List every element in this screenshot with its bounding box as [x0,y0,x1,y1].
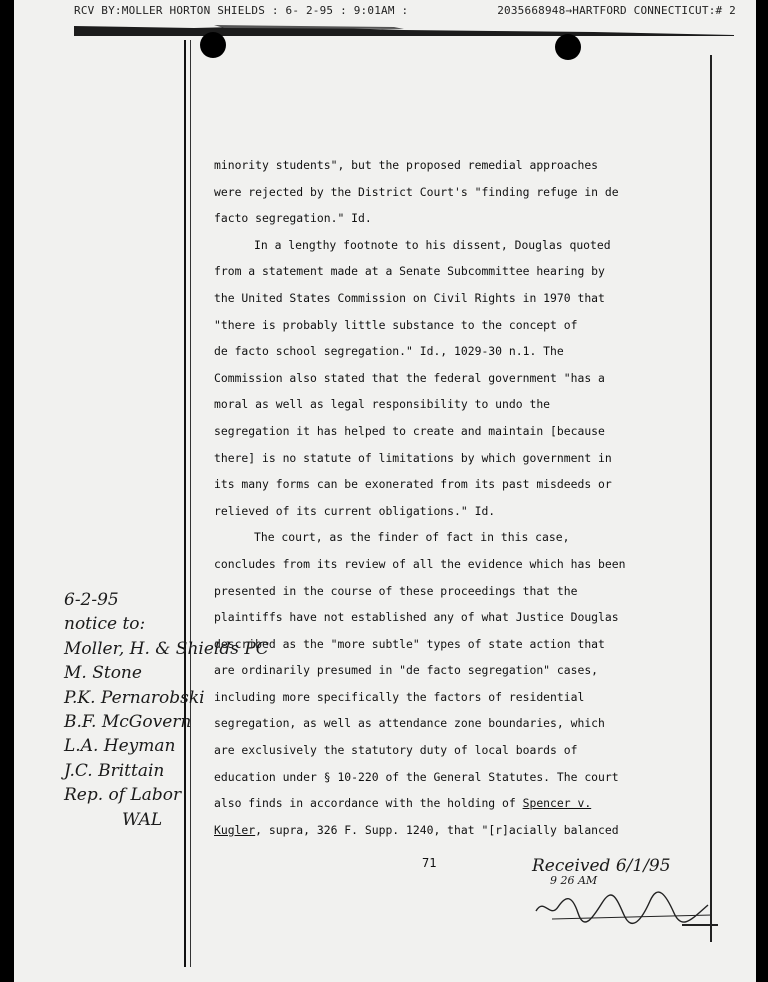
case-citation: Spencer v. [522,796,592,811]
handwritten-distribution-note [64,588,269,832]
text-line: segregation it has helped to create and maintain [because [214,423,605,438]
handwritten-line: notice to: [64,614,146,635]
text-line: described as the "more subtle" types of state action that [214,636,605,651]
handwritten-line: Rep. of Labor [64,785,182,806]
received-date: Received 6/1/95 [532,856,671,876]
text-segment: , supra, 326 F. Supp. 1240, that "[r]acially balanced [255,822,619,837]
handwritten-line: P.K. Pernarobski [64,687,205,708]
handwritten-line: M. Stone [64,663,142,684]
text-line: relieved of its current obligations." Id. [214,503,496,518]
text-line: The court, as the finder of fact in this case, [254,530,570,545]
punch-hole-left [200,32,226,58]
handwritten-line: J.C. Brittain [64,760,165,781]
margin-rule-right [710,55,712,942]
text-line-with-citation [214,817,689,844]
text-line: In a lengthy footnote to his dissent, Douglas quoted [254,237,611,252]
text-line: segregation, as well as attendance zone boundaries, which [214,716,605,731]
fax-header-recipient: 2035668948→HARTFORD CONNECTICUT:# 2 [497,4,736,17]
text-line: including more specifically the factors of residential [214,689,585,704]
text-line: the United States Commission on Civil Rights in 1970 that [214,290,605,305]
text-line: facto segregation." Id. [214,211,372,226]
handwritten-line: WAL [122,809,163,830]
text-line: are exclusively the statutory duty of local boards of [214,743,578,758]
handwritten-line: Moller, H. & Shields PC [64,638,269,659]
text-line-with-citation [214,790,689,817]
punch-hole-right [555,34,581,60]
fax-page [14,0,756,982]
text-line: plaintiffs have not established any of what Justice Douglas [214,610,619,625]
text-line: are ordinarily presumed in "de facto segregation" cases, [214,663,599,678]
fax-transmission-header [74,4,736,20]
text-line: there] is no statute of limitations by which government in [214,450,612,465]
case-citation: Kugler [214,822,256,837]
text-line: Commission also stated that the federal government "has a [214,370,605,385]
signature-mark [532,889,722,929]
text-line: de facto school segregation." Id., 1029-30 n.1. The [214,344,564,359]
fax-scan-artifact [74,22,734,36]
text-line: its many forms can be exonerated from its past misdeeds or [214,477,612,492]
text-line: presented in the course of these proceedings that the [214,583,578,598]
text-line: concludes from its review of all the evidence which has been [214,556,626,571]
fax-header-sender: RCV BY:MOLLER HORTON SHIELDS : 6- 2-95 : 9:01AM : [74,4,409,17]
received-time: 9 26 AM [550,874,598,887]
received-stamp [532,856,732,929]
handwritten-line: 6-2-95 [64,590,119,610]
document-body [214,152,689,843]
text-segment: also finds in accordance with the holding of [214,796,516,811]
page-number: 71 [422,856,437,870]
text-line: moral as well as legal responsibility to undo the [214,397,551,412]
text-line: education under § 10-220 of the General Statutes. The court [214,769,619,784]
text-line: "there is probably little substance to the concept of [214,317,578,332]
text-line: were rejected by the District Court's "finding refuge in de [214,184,619,199]
handwritten-line: B.F. McGovern [64,712,192,733]
text-line: from a statement made at a Senate Subcommittee hearing by [214,264,605,279]
text-line: minority students", but the proposed remedial approaches [214,158,599,172]
handwritten-line: L.A. Heyman [64,736,176,757]
